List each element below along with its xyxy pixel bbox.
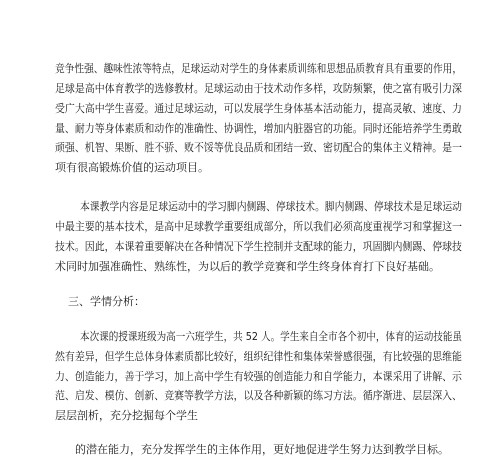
paragraph-4-line-1: 的潜在能力，充分发挥学生的主体作用，更好地促进学生努力达到教学目标。 (75, 443, 449, 456)
paragraph-1-line-5: 顽强、机智、果断、胜不骄、败不馁等优良品质和团结一致、密切配合的集体主义精神。是一 (55, 141, 462, 154)
section-heading: 三、学情分析： (68, 295, 145, 308)
paragraph-2-line-3: 技术。因此，本课着重要解决在各种情况下学生控制并支配球的能力，巩固脚内侧踢、停球技 (55, 240, 462, 253)
paragraph-1-line-4: 量、耐力等身体素质和动作的准确性、协调性，增加内脏器官的功能。同时还能培养学生勇敢 (55, 122, 462, 135)
paragraph-2-line-1: 本课教学内容是足球运动中的学习脚内侧踢、停球技术。脚内侧踢、停球技术是足球运动 (80, 200, 462, 213)
paragraph-3-line-2: 然有差异，但学生总体身体素质都比较好，组织纪律性和集体荣誉感很强，有比较强的思维能 (55, 350, 462, 363)
paragraph-1-line-3: 受广大高中学生喜爱。通过足球运动，可以发展学生身体基本活动能力，提高灵敏、速度、力 (55, 102, 462, 115)
paragraph-1-line-2: 足球是高中体育教学的选修教材。足球运动由于技术动作多样，攻防频繁，使之富有吸引力深 (55, 82, 462, 95)
paragraph-3-line-4: 范、启发、模仿、创新、竞赛等教学方法，以及各种新颖的练习方法。循序渐进、层层深入、 (55, 389, 462, 402)
paragraph-3-line-5: 层层剖析，充分挖掘每个学生 (55, 409, 198, 422)
paragraph-1-line-1: 竞争性强、趣味性浓等特点，足球运动对学生的身体素质训练和思想品质教育具有重要的作用， (55, 62, 463, 75)
paragraph-1-line-6: 项有很高锻炼价值的运动项目。 (55, 161, 209, 174)
paragraph-3-line-1: 本次课的授课班级为高一六班学生，共 52 人。学生来自全市各个初中，体育的运动技能虽 (80, 330, 463, 343)
paragraph-3-line-3: 力、创造能力，善于学习，加上高中学生有较强的创造能力和自学能力，本课采用了讲解、示 (55, 370, 462, 383)
paragraph-2-line-4: 术同时加强准确性、熟练性，为以后的教学竞赛和学生终身体育打下良好基础。 (55, 260, 440, 273)
paragraph-2-line-2: 中最主要的基本技术，是高中足球教学重要组成部分，所以我们必须高度重视学习和掌握这一 (55, 220, 462, 233)
